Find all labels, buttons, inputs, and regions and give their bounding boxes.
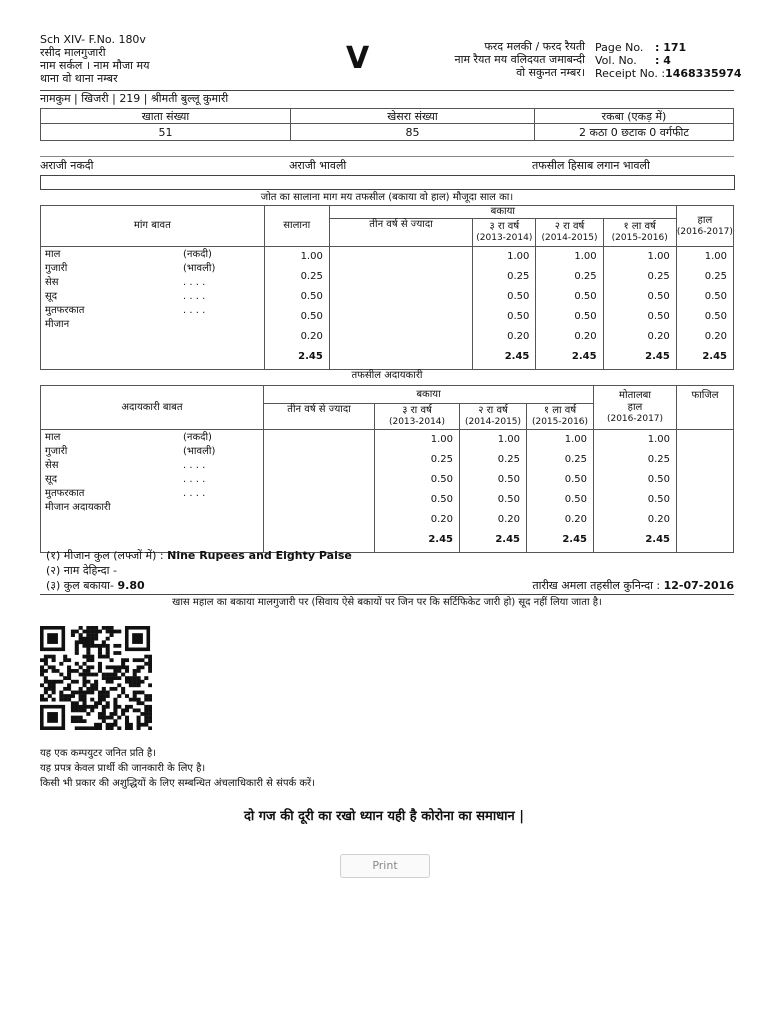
- header-left: [40, 33, 149, 85]
- current-value: 0.25: [704, 271, 727, 282]
- current-values: [676, 247, 733, 370]
- arazi-nakdi-label: अराजी नकदी: [40, 159, 94, 172]
- year3-total: 2.45: [504, 351, 530, 362]
- payment-demand-values: [594, 430, 677, 553]
- current-value: 0.20: [704, 331, 727, 342]
- note-bhavli: (भावली): [183, 263, 216, 274]
- date-line: [400, 579, 734, 592]
- item-mutfarkaat: मुतफरकात: [45, 305, 85, 316]
- demand-items-cell: [41, 247, 265, 370]
- year2-years: (2014-2015): [541, 233, 598, 243]
- year3-value: 0.50: [507, 311, 530, 322]
- payment-demand-value: 1.00: [647, 434, 670, 445]
- year1-value: 0.50: [647, 311, 670, 322]
- demand-table: [40, 205, 734, 370]
- khata-header: खाता संख्या: [41, 109, 291, 124]
- year2-value: 0.25: [574, 271, 597, 282]
- divider: [40, 90, 734, 91]
- year3-years: (2013-2014): [388, 417, 446, 427]
- area-header: रकबा (एकड़ में): [535, 109, 734, 124]
- payment-year2-value: 1.00: [497, 434, 520, 445]
- divider: [40, 594, 734, 595]
- year1-years: (2015-2016): [531, 417, 589, 427]
- year3-value: 1.00: [507, 251, 530, 262]
- total-arrears: 9.80: [117, 579, 145, 592]
- payment-demand-value: 0.50: [647, 474, 670, 485]
- payment-arrears-header: बकाया: [264, 386, 594, 404]
- khesra-header: खेसरा संख्या: [291, 109, 535, 124]
- year2-value: 1.00: [574, 251, 597, 262]
- year2-total: 2.45: [571, 351, 597, 362]
- total-words-label: (१) मीजान कुल (लफ्जों में) :: [46, 549, 164, 562]
- year3-header: [473, 219, 536, 247]
- page-no: : 171: [655, 41, 687, 54]
- payment-item-list: [45, 431, 111, 515]
- header-middle-line: नाम रैयत मय वलिदयत जमाबन्दी: [454, 53, 585, 66]
- date-label: तारीख अमला तहसील कुनिन्दा :: [532, 579, 661, 592]
- year1-value: 0.50: [647, 291, 670, 302]
- more3-header: तीन वर्ष से ज्यादा: [329, 219, 472, 247]
- year1-years: (2015-2016): [611, 233, 668, 243]
- item-gujari: गुजारी: [45, 446, 68, 457]
- current-value: 0.50: [704, 291, 727, 302]
- date-value: 12-07-2016: [663, 579, 734, 592]
- slogan: दो गज की दूरी का रखो ध्यान यही है कोरोना का समाधान |: [243, 809, 525, 824]
- year1-label: १ ला वर्ष: [623, 221, 656, 232]
- item-gujari: गुजारी: [45, 263, 68, 274]
- note-dots: . . . .: [183, 474, 206, 485]
- payment-year2-value: 0.25: [497, 454, 520, 465]
- annual-value: 1.00: [300, 251, 323, 262]
- payment-year3-value: 0.20: [430, 514, 453, 525]
- qr-code: [40, 626, 152, 730]
- current-total: 2.45: [702, 351, 727, 362]
- year1-total: 2.45: [645, 351, 670, 362]
- note-dots: . . . .: [183, 460, 206, 471]
- demand-label: मोतालबा: [619, 390, 651, 401]
- year3-values: [473, 247, 536, 370]
- receipt-label: Receipt No. :: [595, 67, 666, 80]
- form-number: Sch XIV- F.No. 180v: [40, 33, 146, 46]
- receipt-title: रसीद मालगुजारी: [40, 46, 106, 59]
- disclaimer-line: यह एक कम्पयुटर जनित प्रति है।: [40, 748, 157, 759]
- year2-header: [536, 219, 603, 247]
- excess-values: [677, 430, 734, 553]
- vol-no-label: Vol. No.: [595, 54, 637, 67]
- plot-table: [40, 108, 734, 141]
- year1-values: [603, 247, 676, 370]
- arazi-bhavli-label: अराजी भावली: [289, 159, 347, 172]
- payment-year1-total: 2.45: [562, 534, 587, 545]
- disclaimer-line: किसी भी प्रकार की अशुद्धियों के लिए सम्बन्धित अंचलाधिकारी से संपर्क करें।: [40, 778, 315, 789]
- payment-year3-value: 0.50: [430, 494, 453, 505]
- annual-values: [264, 247, 329, 370]
- payment-year1-value: 1.00: [564, 434, 587, 445]
- note-bhavli: (भावली): [183, 446, 216, 457]
- payment-year3-value: 1.00: [430, 434, 453, 445]
- year3-years: (2013-2014): [476, 233, 533, 243]
- annual-value: 0.20: [300, 331, 323, 342]
- khesra-value: 85: [291, 124, 535, 141]
- payment-year1-value: 0.20: [564, 514, 587, 525]
- excess-header: फाजिल: [677, 386, 734, 430]
- item-sood: सूद: [45, 474, 58, 485]
- total-words: Nine Rupees and Eighty Paise: [167, 549, 352, 562]
- year2-value: 0.50: [574, 291, 597, 302]
- blank-box: [40, 175, 735, 190]
- receipt-no: 1468335974: [665, 67, 742, 80]
- year2-value: 0.20: [574, 331, 597, 342]
- payment-year2-value: 0.50: [497, 494, 520, 505]
- thana-label: थाना वो थाना नम्बर: [40, 72, 118, 85]
- demand-caption: जोत का सालाना माग मय तफसील (बकाया वो हाल) मौजूदा साल का।: [260, 192, 514, 203]
- item-meezan: मीजान: [45, 319, 70, 330]
- header-middle-line: फरद मलकी / फरद रैयती: [484, 40, 585, 53]
- demand-item-list: [45, 248, 84, 332]
- payment-table: [40, 385, 734, 553]
- annual-value: 0.50: [300, 311, 323, 322]
- item-mal: माल: [45, 249, 61, 260]
- print-button[interactable]: Print: [340, 854, 430, 878]
- demand-note-list: [183, 248, 215, 318]
- payment-note-list: [183, 431, 215, 501]
- khata-value: 51: [41, 124, 291, 141]
- payment-year2-value: 0.50: [497, 474, 520, 485]
- annual-value: 0.25: [300, 271, 323, 282]
- demand-years: (2016-2017): [606, 414, 664, 424]
- disclaimers: [40, 746, 315, 791]
- note-dots: . . . .: [183, 277, 206, 288]
- circle-mouza-label: नाम सर्कल । नाम मौजा मय: [40, 59, 150, 72]
- note-nakdi: (नकदी): [183, 432, 212, 443]
- current-value: 0.50: [704, 311, 727, 322]
- payment-year3-header: [375, 404, 460, 430]
- item-ses: सेस: [45, 277, 59, 288]
- year3-value: 0.25: [507, 271, 530, 282]
- divider: [40, 156, 734, 157]
- year2-label: २ रा वर्ष: [554, 221, 585, 232]
- area-value: 2 कठा 0 छटाक 0 वर्गफीट: [535, 124, 734, 141]
- year3-label: ३ रा वर्ष: [402, 405, 432, 416]
- arrears-header: बकाया: [329, 206, 676, 219]
- disclaimer-line: यह प्रपत्र केवल प्रार्थी की जानकारी के लिए है।: [40, 763, 206, 774]
- payment-year1-value: 0.25: [564, 454, 587, 465]
- note-dots: . . . .: [183, 305, 206, 316]
- year1-value: 1.00: [647, 251, 670, 262]
- payment-demand-value: 0.20: [647, 514, 670, 525]
- annual-value: 0.50: [300, 291, 323, 302]
- payment-demand-total: 2.45: [645, 534, 670, 545]
- payment-year3-value: 0.50: [430, 474, 453, 485]
- item-ses: सेस: [45, 460, 59, 471]
- payment-year1-header: [527, 404, 594, 430]
- note-dots: . . . .: [183, 291, 206, 302]
- payment-demand-value: 0.50: [647, 494, 670, 505]
- payment-demand-header: [594, 386, 677, 430]
- more3-values: [329, 247, 472, 370]
- payment-demand-value: 0.25: [647, 454, 670, 465]
- item-mutfarkaat: मुतफरकात: [45, 488, 85, 499]
- year1-value: 0.20: [647, 331, 670, 342]
- year1-value: 0.25: [647, 271, 670, 282]
- address-line: नामकुम | खिजरी | 219 | श्रीमती बुल्लू कुमारी: [40, 92, 229, 105]
- current-value: 1.00: [704, 251, 727, 262]
- payment-caption: तफसील अदायकारी: [351, 370, 423, 381]
- year1-header: [603, 219, 676, 247]
- year2-values: [536, 247, 603, 370]
- vol-no: : 4: [655, 54, 671, 67]
- payment-year1-value: 0.50: [564, 474, 587, 485]
- payment-year2-header: [460, 404, 527, 430]
- current-header-years: (2016-2017): [676, 226, 733, 237]
- demand-item-header: मांग बावत: [41, 206, 265, 247]
- item-mal: माल: [45, 432, 61, 443]
- payment-year3-values: [375, 430, 460, 553]
- payment-year3-total: 2.45: [428, 534, 453, 545]
- payment-items-cell: [41, 430, 264, 553]
- year2-years: (2014-2015): [464, 417, 522, 427]
- item-sood: सूद: [45, 291, 58, 302]
- payment-more3-values: [264, 430, 375, 553]
- payment-year2-value: 0.20: [497, 514, 520, 525]
- page-no-label: Page No.: [595, 41, 644, 54]
- lagan-details-label: तफसील हिसाब लगान भावली: [532, 159, 650, 172]
- qr-code-image: [40, 626, 152, 730]
- year2-label: २ रा वर्ष: [478, 405, 508, 416]
- demand-label-2: हाल: [627, 402, 643, 413]
- year3-value: 0.20: [507, 331, 530, 342]
- header-right: [595, 41, 765, 80]
- total-words-line: [46, 549, 352, 562]
- payment-year2-values: [460, 430, 527, 553]
- year2-value: 0.50: [574, 311, 597, 322]
- payment-more3-header: तीन वर्ष से ज्यादा: [264, 404, 375, 430]
- item-meezan-payment: मीजान अदायकारी: [45, 502, 111, 513]
- payment-year1-values: [527, 430, 594, 553]
- payment-year3-value: 0.25: [430, 454, 453, 465]
- year1-label: १ ला वर्ष: [543, 405, 577, 416]
- note-dots: . . . .: [183, 488, 206, 499]
- year3-label: ३ रा वर्ष: [489, 221, 520, 232]
- payment-year1-value: 0.50: [564, 494, 587, 505]
- big-letter: V: [346, 41, 370, 76]
- year3-value: 0.50: [507, 291, 530, 302]
- header-middle-line: वो सकुनत नम्बर।: [516, 66, 585, 79]
- note-nakdi: (नकदी): [183, 249, 212, 260]
- annual-header: सालाना: [264, 206, 329, 247]
- header-middle: [430, 40, 585, 79]
- payer-line: (२) नाम देहिन्दा -: [46, 564, 117, 577]
- payment-year2-total: 2.45: [495, 534, 520, 545]
- current-header: [676, 206, 733, 247]
- payment-item-header: अदायकारी बाबत: [41, 386, 264, 430]
- annual-total: 2.45: [298, 351, 323, 362]
- total-arrears-label: (३) कुल बकाया-: [46, 579, 114, 592]
- current-header-label: हाल: [697, 214, 713, 226]
- total-arrears-line: [46, 579, 145, 592]
- interest-note: खास महाल का बकाया मालगुजारी पर (सिवाय ऐसे बकायों पर जिन पर कि सर्टिफिकेट जारी हो) सूद नहीं लिया जाता है।: [172, 597, 602, 608]
